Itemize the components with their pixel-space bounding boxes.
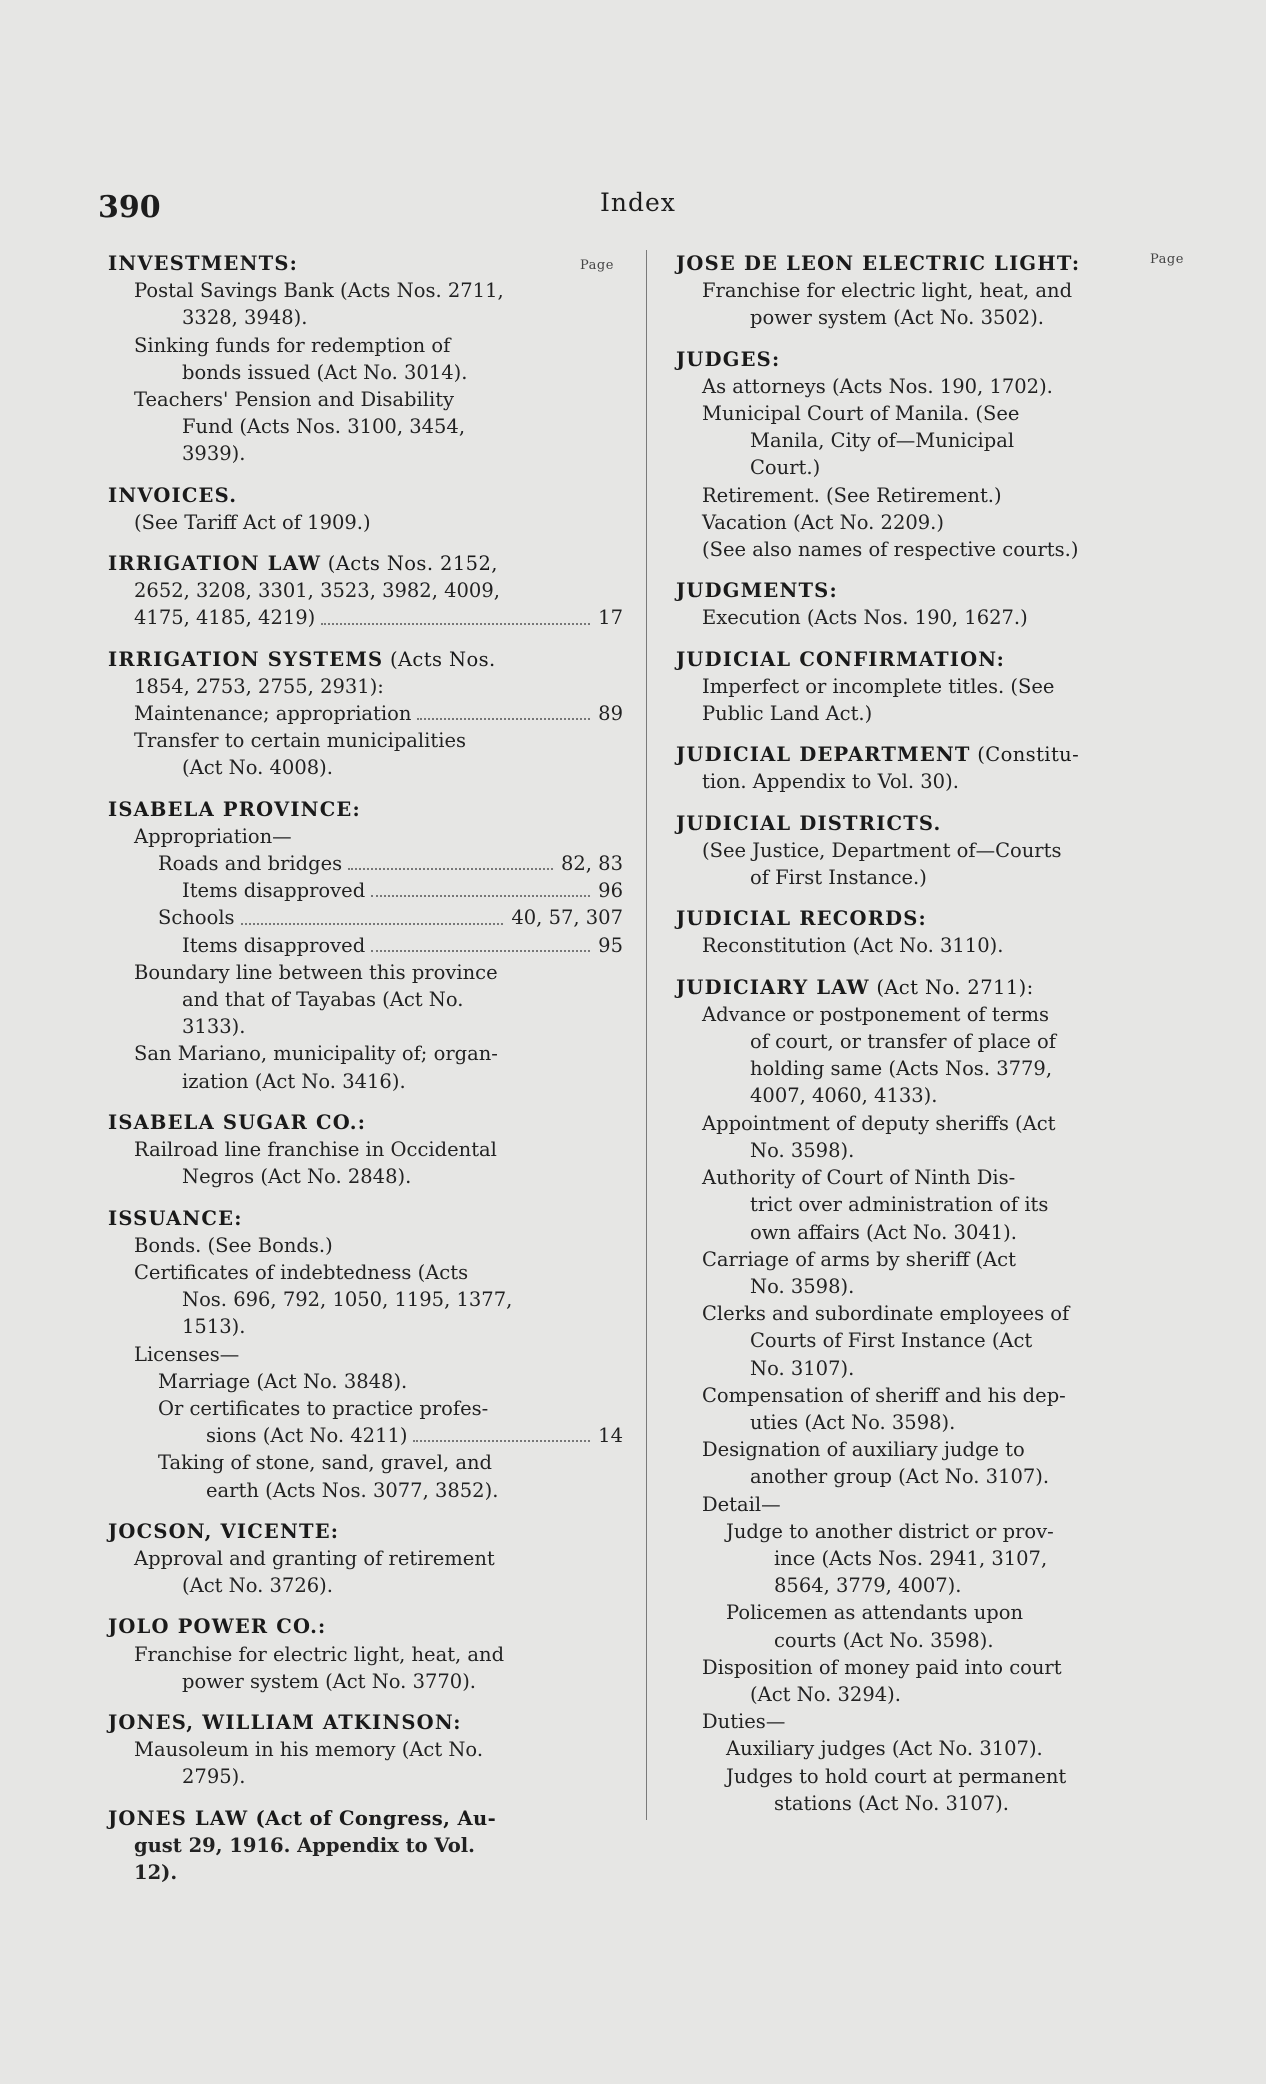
entry-line-text: Licenses— — [134, 1342, 240, 1366]
entry-heading-reference: (Constitu- — [970, 743, 1080, 767]
entry-heading-text: JUDICIAL DISTRICTS. — [676, 811, 942, 835]
entry-line-text: Public Land Act.) — [702, 702, 873, 726]
entry-heading-text: ISABELA PROVINCE: — [108, 797, 361, 821]
entry-line — [108, 877, 623, 904]
entry-line-text: Judges to hold court at permanent — [726, 1764, 1067, 1788]
entry-heading-text: ISABELA SUGAR CO.: — [108, 1110, 367, 1134]
entry-heading — [108, 1205, 623, 1232]
index-entry — [676, 974, 1124, 1817]
entry-line — [676, 1491, 1124, 1518]
entry-line — [676, 673, 1124, 700]
entry-line-text: stations (Act No. 3107). — [774, 1791, 1009, 1815]
entry-heading-text: JUDGMENTS: — [676, 579, 838, 603]
entry-line-text: 2795). — [182, 1765, 246, 1789]
entry-line — [108, 509, 623, 536]
entry-line — [676, 1654, 1124, 1681]
entry-line — [108, 700, 623, 727]
index-entry — [108, 1613, 623, 1695]
entry-line-text: Schools — [158, 906, 235, 930]
entry-line-text: Franchise for electric light, heat, and — [702, 279, 1073, 303]
column-divider — [646, 250, 647, 1820]
entry-line — [108, 277, 623, 304]
entry-line-text: uties (Act No. 3598). — [750, 1410, 956, 1434]
entry-line-text: Items disapproved — [182, 879, 366, 903]
entry-line — [108, 904, 623, 931]
index-entry — [676, 741, 1124, 795]
entry-line-text: Judge to another district or prov- — [726, 1519, 1054, 1543]
entry-line — [676, 1219, 1124, 1246]
entry-line-text: Or certificates to practice profes- — [158, 1396, 489, 1420]
entry-line — [676, 400, 1124, 427]
entry-heading — [676, 905, 1124, 932]
entry-line — [108, 823, 623, 850]
entry-line-text: Execution (Acts Nos. 190, 1627.) — [702, 606, 1028, 630]
entry-heading — [676, 577, 1124, 604]
entry-line — [676, 536, 1124, 563]
entry-line — [108, 440, 623, 467]
entry-heading-text: JUDICIAL RECORDS: — [676, 907, 927, 931]
entry-line-text: Teachers' Pension and Disability — [134, 388, 455, 412]
entry-line-text: No. 3598). — [750, 1138, 855, 1162]
entry-line-text: Manila, City of—Municipal — [750, 429, 1015, 453]
entry-line — [676, 1273, 1124, 1300]
entry-line-text: Appropriation— — [134, 824, 292, 848]
entry-line — [676, 1409, 1124, 1436]
entry-line — [676, 1681, 1124, 1708]
index-entry — [676, 810, 1124, 892]
entry-line — [676, 427, 1124, 454]
entry-heading-text: JUDICIAL CONFIRMATION: — [676, 647, 1006, 671]
entry-line — [676, 1164, 1124, 1191]
entry-line — [676, 1436, 1124, 1463]
entry-line — [676, 1545, 1124, 1572]
entry-line-text: Detail— — [702, 1492, 781, 1516]
entry-line — [676, 1137, 1124, 1164]
index-column-left — [108, 250, 623, 1900]
leader-dots — [241, 923, 504, 925]
entry-line-text: Auxiliary judges (Act No. 3107). — [726, 1737, 1043, 1761]
entry-line-text: (See Tariff Act of 1909.) — [134, 510, 371, 534]
index-entry — [676, 346, 1124, 564]
entry-line-text: and that of Tayabas (Act No. — [182, 988, 464, 1012]
entry-line — [676, 700, 1124, 727]
index-entry — [108, 250, 623, 468]
entry-line — [108, 1395, 623, 1422]
entry-heading-text: JOSE DE LEON ELECTRIC LIGHT: — [676, 252, 1081, 275]
entry-line-text: 1513). — [182, 1315, 246, 1339]
leader-dots — [348, 868, 553, 870]
entry-line — [108, 727, 623, 754]
entry-line — [676, 1191, 1124, 1218]
entry-line — [108, 1136, 623, 1163]
entry-line — [108, 359, 623, 386]
entry-line — [108, 1763, 623, 1790]
entry-line-text: 4007, 4060, 4133). — [750, 1084, 938, 1108]
entry-heading-text: JOLO POWER CO.: — [108, 1615, 327, 1639]
leader-dots — [371, 950, 590, 952]
entry-heading — [108, 1709, 623, 1736]
entry-line — [676, 1055, 1124, 1082]
leader-dots — [371, 895, 590, 897]
index-entry — [676, 905, 1124, 959]
entry-heading-text: IRRIGATION LAW — [108, 552, 322, 576]
entry-line-text: 3328, 3948). — [182, 306, 308, 330]
index-entry — [676, 646, 1124, 728]
entry-line-text: of court, or transfer of place of — [750, 1030, 1056, 1054]
index-entry — [108, 550, 623, 632]
page-reference: 96 — [598, 879, 623, 903]
page-column-label-right: Page — [1150, 252, 1184, 267]
entry-line-text: Designation of auxiliary judge to — [702, 1438, 1025, 1462]
entry-heading-text: JOCSON, VICENTE: — [108, 1519, 340, 1543]
entry-line — [108, 386, 623, 413]
entry-line-text: 12). — [134, 1860, 178, 1884]
entry-line-text: Sinking funds for redemption of — [134, 333, 451, 357]
entry-line — [676, 454, 1124, 481]
entry-line-text: 1854, 2753, 2755, 2931): — [134, 674, 384, 698]
entry-heading — [108, 1109, 623, 1136]
entry-line-text: own affairs (Act No. 3041). — [750, 1220, 1017, 1244]
page-reference: 14 — [598, 1424, 623, 1448]
entry-line-text: power system (Act No. 3502). — [750, 306, 1045, 330]
entry-heading-text: JUDICIAL DEPARTMENT — [676, 743, 971, 767]
page-reference: 40, 57, 307 — [511, 906, 623, 930]
entry-line-text: Approval and granting of retirement — [134, 1546, 495, 1570]
entry-line — [108, 1832, 623, 1859]
entry-line-text: Vacation (Act No. 2209.) — [702, 510, 944, 534]
entry-heading-text: JUDICIARY LAW — [676, 975, 870, 999]
entry-line-text: Marriage (Act No. 3848). — [158, 1369, 408, 1393]
entry-heading-text: INVESTMENTS: — [108, 252, 298, 275]
entry-line-text: Fund (Acts Nos. 3100, 3454, — [182, 415, 466, 439]
entry-line-text: Postal Savings Bank (Acts Nos. 2711, — [134, 279, 504, 303]
entry-heading — [676, 974, 1124, 1001]
entry-line — [108, 1545, 623, 1572]
entry-heading-reference: (Act of Congress, Au- — [248, 1806, 497, 1830]
entry-line — [108, 577, 623, 604]
page-number: 390 — [98, 190, 161, 225]
entry-line — [108, 1477, 623, 1504]
entry-line-text: ince (Acts Nos. 2941, 3107, — [774, 1546, 1048, 1570]
entry-line — [108, 1422, 623, 1449]
entry-line — [108, 1572, 623, 1599]
entry-heading — [108, 250, 623, 277]
entry-line — [676, 1327, 1124, 1354]
entry-line — [676, 277, 1124, 304]
entry-heading-text: INVOICES. — [108, 483, 238, 507]
index-column-right — [676, 250, 1124, 1831]
entry-line — [676, 373, 1124, 400]
entry-line — [108, 1163, 623, 1190]
entry-line-text: 4175, 4185, 4219) — [134, 606, 316, 630]
entry-heading-text: JONES, WILLIAM ATKINSON: — [108, 1710, 462, 1734]
entry-line — [676, 1246, 1124, 1273]
entry-line-text: power system (Act No. 3770). — [182, 1669, 477, 1693]
entry-line — [676, 1708, 1124, 1735]
entry-line-text: earth (Acts Nos. 3077, 3852). — [206, 1478, 499, 1502]
entry-line-text: 2652, 3208, 3301, 3523, 3982, 4009, — [134, 579, 500, 603]
entry-line-text: (See Justice, Department of—Courts — [702, 838, 1062, 862]
entry-line — [108, 1286, 623, 1313]
entry-line-text: 3133). — [182, 1015, 246, 1039]
entry-heading-reference: (Act No. 2711): — [869, 975, 1034, 999]
entry-line — [108, 754, 623, 781]
entry-line — [676, 1001, 1124, 1028]
entry-line — [676, 1355, 1124, 1382]
entry-heading-text: JUDGES: — [676, 347, 781, 371]
index-entry — [108, 1518, 623, 1600]
index-entry — [108, 646, 623, 782]
entry-line — [676, 1572, 1124, 1599]
entry-line-text: Authority of Court of Ninth Dis- — [702, 1166, 1016, 1190]
entry-line — [676, 482, 1124, 509]
running-head: Index — [600, 188, 676, 217]
entry-line — [108, 986, 623, 1013]
entry-line — [676, 304, 1124, 331]
entry-heading — [676, 810, 1124, 837]
entry-line — [108, 604, 623, 631]
entry-line-text: (Act No. 3294). — [750, 1682, 901, 1706]
entry-line-text: Boundary line between this province — [134, 960, 498, 984]
entry-line-text: Compensation of sheriff and his dep- — [702, 1383, 1066, 1407]
entry-line — [676, 1110, 1124, 1137]
entry-heading-text: IRRIGATION SYSTEMS — [108, 647, 384, 671]
entry-line-text: Negros (Act No. 2848). — [182, 1165, 412, 1189]
entry-line-text: holding same (Acts Nos. 3779, — [750, 1057, 1053, 1081]
entry-line-text: Items disapproved — [182, 933, 366, 957]
entry-heading — [108, 1613, 623, 1640]
entry-line — [108, 1736, 623, 1763]
entry-heading — [108, 1518, 623, 1545]
entry-line-text: Franchise for electric light, heat, and — [134, 1642, 505, 1666]
entry-heading — [676, 346, 1124, 373]
index-entry — [108, 1709, 623, 1791]
entry-line — [108, 332, 623, 359]
entry-line — [676, 1790, 1124, 1817]
entry-line-text: sions (Act No. 4211) — [206, 1424, 408, 1448]
entry-heading — [108, 796, 623, 823]
entry-line — [676, 837, 1124, 864]
entry-line — [108, 1259, 623, 1286]
entry-line-text: San Mariano, municipality of; organ- — [134, 1042, 498, 1066]
entry-line-text: Court.) — [750, 456, 821, 480]
page-reference: 82, 83 — [560, 852, 623, 876]
entry-line-text: Policemen as attendants upon — [726, 1601, 1024, 1625]
entry-line — [108, 413, 623, 440]
leader-dots — [417, 718, 590, 720]
entry-line-text: Railroad line franchise in Occidental — [134, 1138, 497, 1162]
entry-line-text: 3939). — [182, 442, 246, 466]
entry-heading — [108, 482, 623, 509]
entry-line-text: Courts of First Instance (Act — [750, 1329, 1033, 1353]
entry-line — [676, 1082, 1124, 1109]
entry-line-text: Roads and bridges — [158, 852, 343, 876]
entry-line-text: another group (Act No. 3107). — [750, 1465, 1050, 1489]
index-entry — [676, 250, 1124, 332]
entry-line-text: Transfer to certain municipalities — [134, 729, 467, 753]
entry-line — [108, 850, 623, 877]
entry-line-text: No. 3107). — [750, 1356, 855, 1380]
entry-line-text: Municipal Court of Manila. (See — [702, 402, 1020, 426]
entry-line-text: bonds issued (Act No. 3014). — [182, 360, 468, 384]
entry-line — [108, 1313, 623, 1340]
entry-line — [108, 1668, 623, 1695]
entry-line-text: No. 3598). — [750, 1274, 855, 1298]
entry-line — [108, 1641, 623, 1668]
entry-line-text: (Act No. 4008). — [182, 756, 333, 780]
entry-line — [676, 932, 1124, 959]
entry-heading — [676, 741, 1124, 768]
index-entry — [676, 577, 1124, 631]
index-entry — [108, 1205, 623, 1504]
entry-line-text: Advance or postponement of terms — [702, 1002, 1050, 1026]
entry-line-text: Reconstitution (Act No. 3110). — [702, 934, 1004, 958]
entry-line — [676, 768, 1124, 795]
entry-line — [108, 1449, 623, 1476]
entry-heading — [108, 550, 623, 577]
entry-line — [676, 1300, 1124, 1327]
entry-line — [676, 1028, 1124, 1055]
index-entry — [108, 796, 623, 1095]
page-reference: 95 — [598, 933, 623, 957]
entry-line-text: ization (Act No. 3416). — [182, 1069, 406, 1093]
entry-line-text: Mausoleum in his memory (Act No. — [134, 1738, 484, 1762]
entry-line-text: Nos. 696, 792, 1050, 1195, 1377, — [182, 1288, 513, 1312]
entry-line — [676, 1763, 1124, 1790]
entry-line — [108, 1068, 623, 1095]
entry-line — [108, 1013, 623, 1040]
entry-heading-reference: (Acts Nos. 2152, — [321, 552, 498, 576]
entry-line — [108, 1040, 623, 1067]
entry-line-text: (Act No. 3726). — [182, 1574, 333, 1598]
entry-line-text: As attorneys (Acts Nos. 190, 1702). — [702, 374, 1053, 398]
entry-line-text: Taking of stone, sand, gravel, and — [158, 1451, 493, 1475]
entry-line-text: Imperfect or incomplete titles. (See — [702, 674, 1055, 698]
entry-line — [676, 1382, 1124, 1409]
leader-dots — [321, 623, 590, 625]
entry-line-text: Appointment of deputy sheriffs (Act — [702, 1111, 1056, 1135]
entry-line — [108, 1368, 623, 1395]
leader-dots — [413, 1440, 590, 1442]
entry-line — [108, 1341, 623, 1368]
entry-line — [108, 1232, 623, 1259]
entry-heading — [108, 646, 623, 673]
entry-line-text: Clerks and subordinate employees of — [702, 1302, 1070, 1326]
entry-line-text: Retirement. (See Retirement.) — [702, 483, 1002, 507]
entry-line-text: Certificates of indebtedness (Acts — [134, 1260, 469, 1284]
index-entry — [108, 1109, 623, 1191]
entry-line-text: courts (Act No. 3598). — [774, 1628, 994, 1652]
entry-line — [676, 1518, 1124, 1545]
entry-line-text: Carriage of arms by sheriff (Act — [702, 1247, 1016, 1271]
entry-line-text: Bonds. (See Bonds.) — [134, 1233, 333, 1257]
entry-line — [676, 509, 1124, 536]
entry-line-text: of First Instance.) — [750, 866, 927, 890]
entry-heading — [108, 1805, 623, 1832]
entry-line-text: 8564, 3779, 4007). — [774, 1574, 962, 1598]
page-reference: 89 — [598, 702, 623, 726]
entry-line-text: Duties— — [702, 1710, 786, 1734]
entry-line — [108, 673, 623, 700]
entry-line — [676, 604, 1124, 631]
entry-line-text: tion. Appendix to Vol. 30). — [702, 770, 959, 794]
index-entry — [108, 1805, 623, 1887]
entry-line — [108, 304, 623, 331]
entry-line-text: gust 29, 1916. Appendix to Vol. — [134, 1833, 475, 1857]
entry-line — [676, 1463, 1124, 1490]
entry-heading-text: JONES LAW — [108, 1806, 249, 1830]
entry-heading-text: ISSUANCE: — [108, 1206, 243, 1230]
index-entry — [108, 482, 623, 536]
entry-heading — [676, 250, 1124, 277]
entry-heading-reference: (Acts Nos. — [383, 647, 496, 671]
entry-line-text: trict over administration of its — [750, 1193, 1049, 1217]
entry-line-text: Maintenance; appropriation — [134, 702, 412, 726]
entry-line — [676, 1627, 1124, 1654]
entry-line — [676, 864, 1124, 891]
entry-line-text: (See also names of respective courts.) — [702, 538, 1079, 562]
page-column-label-left: Page — [580, 258, 614, 273]
entry-line-text: Disposition of money paid into court — [702, 1655, 1062, 1679]
entry-line — [676, 1599, 1124, 1626]
entry-line — [108, 932, 623, 959]
entry-line — [108, 1859, 623, 1886]
entry-heading — [676, 646, 1124, 673]
page-reference: 17 — [598, 606, 623, 630]
entry-line — [108, 959, 623, 986]
entry-line — [676, 1735, 1124, 1762]
